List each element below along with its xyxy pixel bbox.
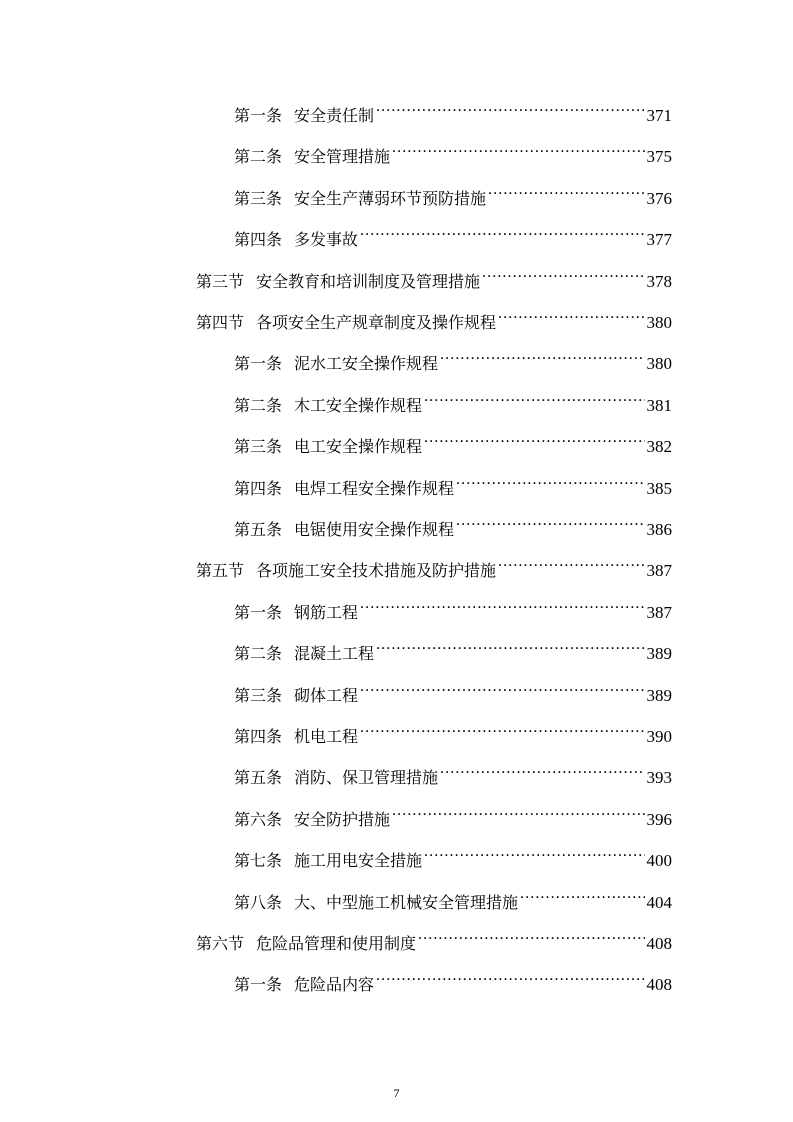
toc-entry-label: 第八条	[234, 892, 283, 912]
toc-entry-title: 泥水工安全操作规程	[294, 354, 439, 374]
toc-page-number: 387	[646, 561, 672, 581]
toc-page-number: 408	[646, 975, 672, 995]
toc-entry-title: 混凝土工程	[294, 644, 375, 664]
toc-entry-label: 第四条	[234, 478, 283, 498]
toc-page-number: 393	[646, 768, 672, 788]
toc-page-number: 381	[646, 395, 672, 415]
toc-dot-leader	[392, 132, 644, 162]
toc-dot-leader	[488, 174, 644, 204]
toc-entry-title: 电锯使用安全操作规程	[294, 520, 455, 539]
toc-article-entry[interactable]	[234, 174, 672, 208]
toc-entry-label: 第六节	[196, 934, 245, 953]
toc-entry-label: 第二条	[234, 395, 283, 415]
toc-entry-title: 安全防护措施	[294, 809, 391, 829]
toc-article-entry[interactable]	[234, 464, 672, 498]
toc-entry-label: 第五条	[234, 520, 283, 539]
toc-article-entry[interactable]	[234, 629, 672, 664]
toc-article-entry[interactable]	[234, 753, 672, 788]
toc-dot-leader	[360, 671, 644, 701]
toc-entry-label: 第一条	[234, 354, 283, 374]
toc-entry-title: 消防、保卫管理措施	[294, 768, 439, 788]
toc-article-entry[interactable]	[234, 712, 672, 746]
toc-article-entry[interactable]	[234, 505, 672, 539]
toc-dot-leader	[360, 588, 644, 618]
toc-page-number: 380	[646, 313, 672, 332]
toc-entry-title: 电焊工程安全操作规程	[294, 478, 455, 498]
toc-article-entry[interactable]	[234, 91, 672, 125]
toc-entry-label: 第五条	[234, 768, 283, 788]
page-number: 7	[393, 1086, 400, 1100]
toc-entry-title: 砌体工程	[294, 685, 359, 705]
toc-article-entry[interactable]	[234, 795, 672, 829]
toc-entry-label: 第三节	[196, 271, 245, 291]
toc-entry-title: 多发事故	[294, 230, 359, 250]
toc-dot-leader	[424, 836, 644, 866]
toc-entry-title: 电工安全操作规程	[294, 437, 423, 457]
toc-entry-label: 第五节	[196, 561, 245, 581]
toc-section-entry[interactable]	[196, 298, 672, 332]
toc-dot-leader	[360, 215, 644, 245]
toc-page-number: 378	[646, 271, 672, 291]
toc-entry-label: 第四节	[196, 313, 245, 332]
toc-section-entry[interactable]	[196, 546, 672, 581]
toc-page-number: 390	[646, 727, 672, 746]
toc-dot-leader	[498, 298, 644, 328]
toc-page-number: 385	[646, 478, 672, 498]
toc-entry-label: 第一条	[234, 602, 283, 622]
toc-article-entry[interactable]	[234, 339, 672, 374]
toc-entry-title: 各项施工安全技术措施及防护措施	[256, 561, 497, 581]
toc-dot-leader	[440, 753, 644, 783]
toc-dot-leader	[498, 546, 644, 576]
toc-page-number: 377	[646, 230, 672, 250]
toc-entry-title: 安全生产薄弱环节预防措施	[294, 188, 487, 208]
toc-article-entry[interactable]	[234, 836, 672, 871]
toc-entry-title: 危险品管理和使用制度	[256, 934, 417, 953]
toc-entry-title: 危险品内容	[294, 975, 375, 995]
toc-page-number: 380	[646, 354, 672, 374]
toc-entry-label: 第三条	[234, 685, 283, 705]
toc-page-number: 375	[646, 147, 672, 167]
toc-page-number: 389	[646, 644, 672, 664]
toc-entry-title: 木工安全操作规程	[294, 395, 423, 415]
toc-entry-label: 第六条	[234, 809, 283, 829]
toc-page-number: 376	[646, 188, 672, 208]
toc-section-entry[interactable]	[196, 919, 672, 953]
toc-entry-label: 第七条	[234, 851, 283, 871]
toc-dot-leader	[520, 878, 644, 908]
toc-entry-title: 安全责任制	[294, 106, 375, 125]
toc-page-number: 371	[646, 106, 672, 125]
toc-entry-label: 第四条	[234, 727, 283, 746]
toc-entry-label: 第三条	[234, 437, 283, 457]
toc-dot-leader	[482, 257, 644, 287]
toc-page-number: 408	[646, 934, 672, 953]
toc-entry-label: 第一条	[234, 975, 283, 995]
toc-entry-label: 第三条	[234, 188, 283, 208]
toc-dot-leader	[418, 919, 644, 949]
toc-article-entry[interactable]	[234, 671, 672, 705]
toc-article-entry[interactable]	[234, 215, 672, 250]
toc-article-entry[interactable]	[234, 381, 672, 415]
toc-dot-leader	[424, 381, 644, 411]
toc-article-entry[interactable]	[234, 422, 672, 457]
toc-entry-label: 第二条	[234, 644, 283, 664]
toc-article-entry[interactable]	[234, 132, 672, 167]
toc-page-number: 404	[646, 892, 672, 912]
toc-page-number: 382	[646, 437, 672, 457]
toc-entry-title: 机电工程	[294, 727, 359, 746]
toc-page-number: 396	[646, 809, 672, 829]
toc-entry-title: 各项安全生产规章制度及操作规程	[256, 313, 497, 332]
toc-entry-label: 第四条	[234, 230, 283, 250]
toc-dot-leader	[376, 960, 644, 990]
toc-entry-title: 大、中型施工机械安全管理措施	[294, 892, 519, 912]
toc-page-number: 389	[646, 685, 672, 705]
toc-dot-leader	[376, 629, 644, 659]
toc-entry-title: 安全管理措施	[294, 147, 391, 167]
toc-article-entry[interactable]	[234, 960, 672, 995]
toc-entry-label: 第二条	[234, 147, 283, 167]
toc-section-entry[interactable]	[196, 257, 672, 291]
toc-dot-leader	[360, 712, 644, 742]
toc-dot-leader	[440, 339, 644, 369]
toc-entry-title: 施工用电安全措施	[294, 851, 423, 871]
toc-entry-title: 安全教育和培训制度及管理措施	[256, 271, 481, 291]
toc-page-number: 386	[646, 520, 672, 539]
toc-dot-leader	[456, 505, 644, 535]
toc-dot-leader	[392, 795, 644, 825]
toc-dot-leader	[456, 464, 644, 494]
toc-entry-title: 钢筋工程	[294, 602, 359, 622]
toc-article-entry[interactable]	[234, 588, 672, 622]
toc-page-number: 400	[646, 851, 672, 871]
toc-dot-leader	[424, 422, 644, 452]
toc-page-number: 387	[646, 602, 672, 622]
toc-dot-leader	[376, 91, 644, 121]
toc-article-entry[interactable]	[234, 878, 672, 912]
toc-entry-label: 第一条	[234, 106, 283, 125]
